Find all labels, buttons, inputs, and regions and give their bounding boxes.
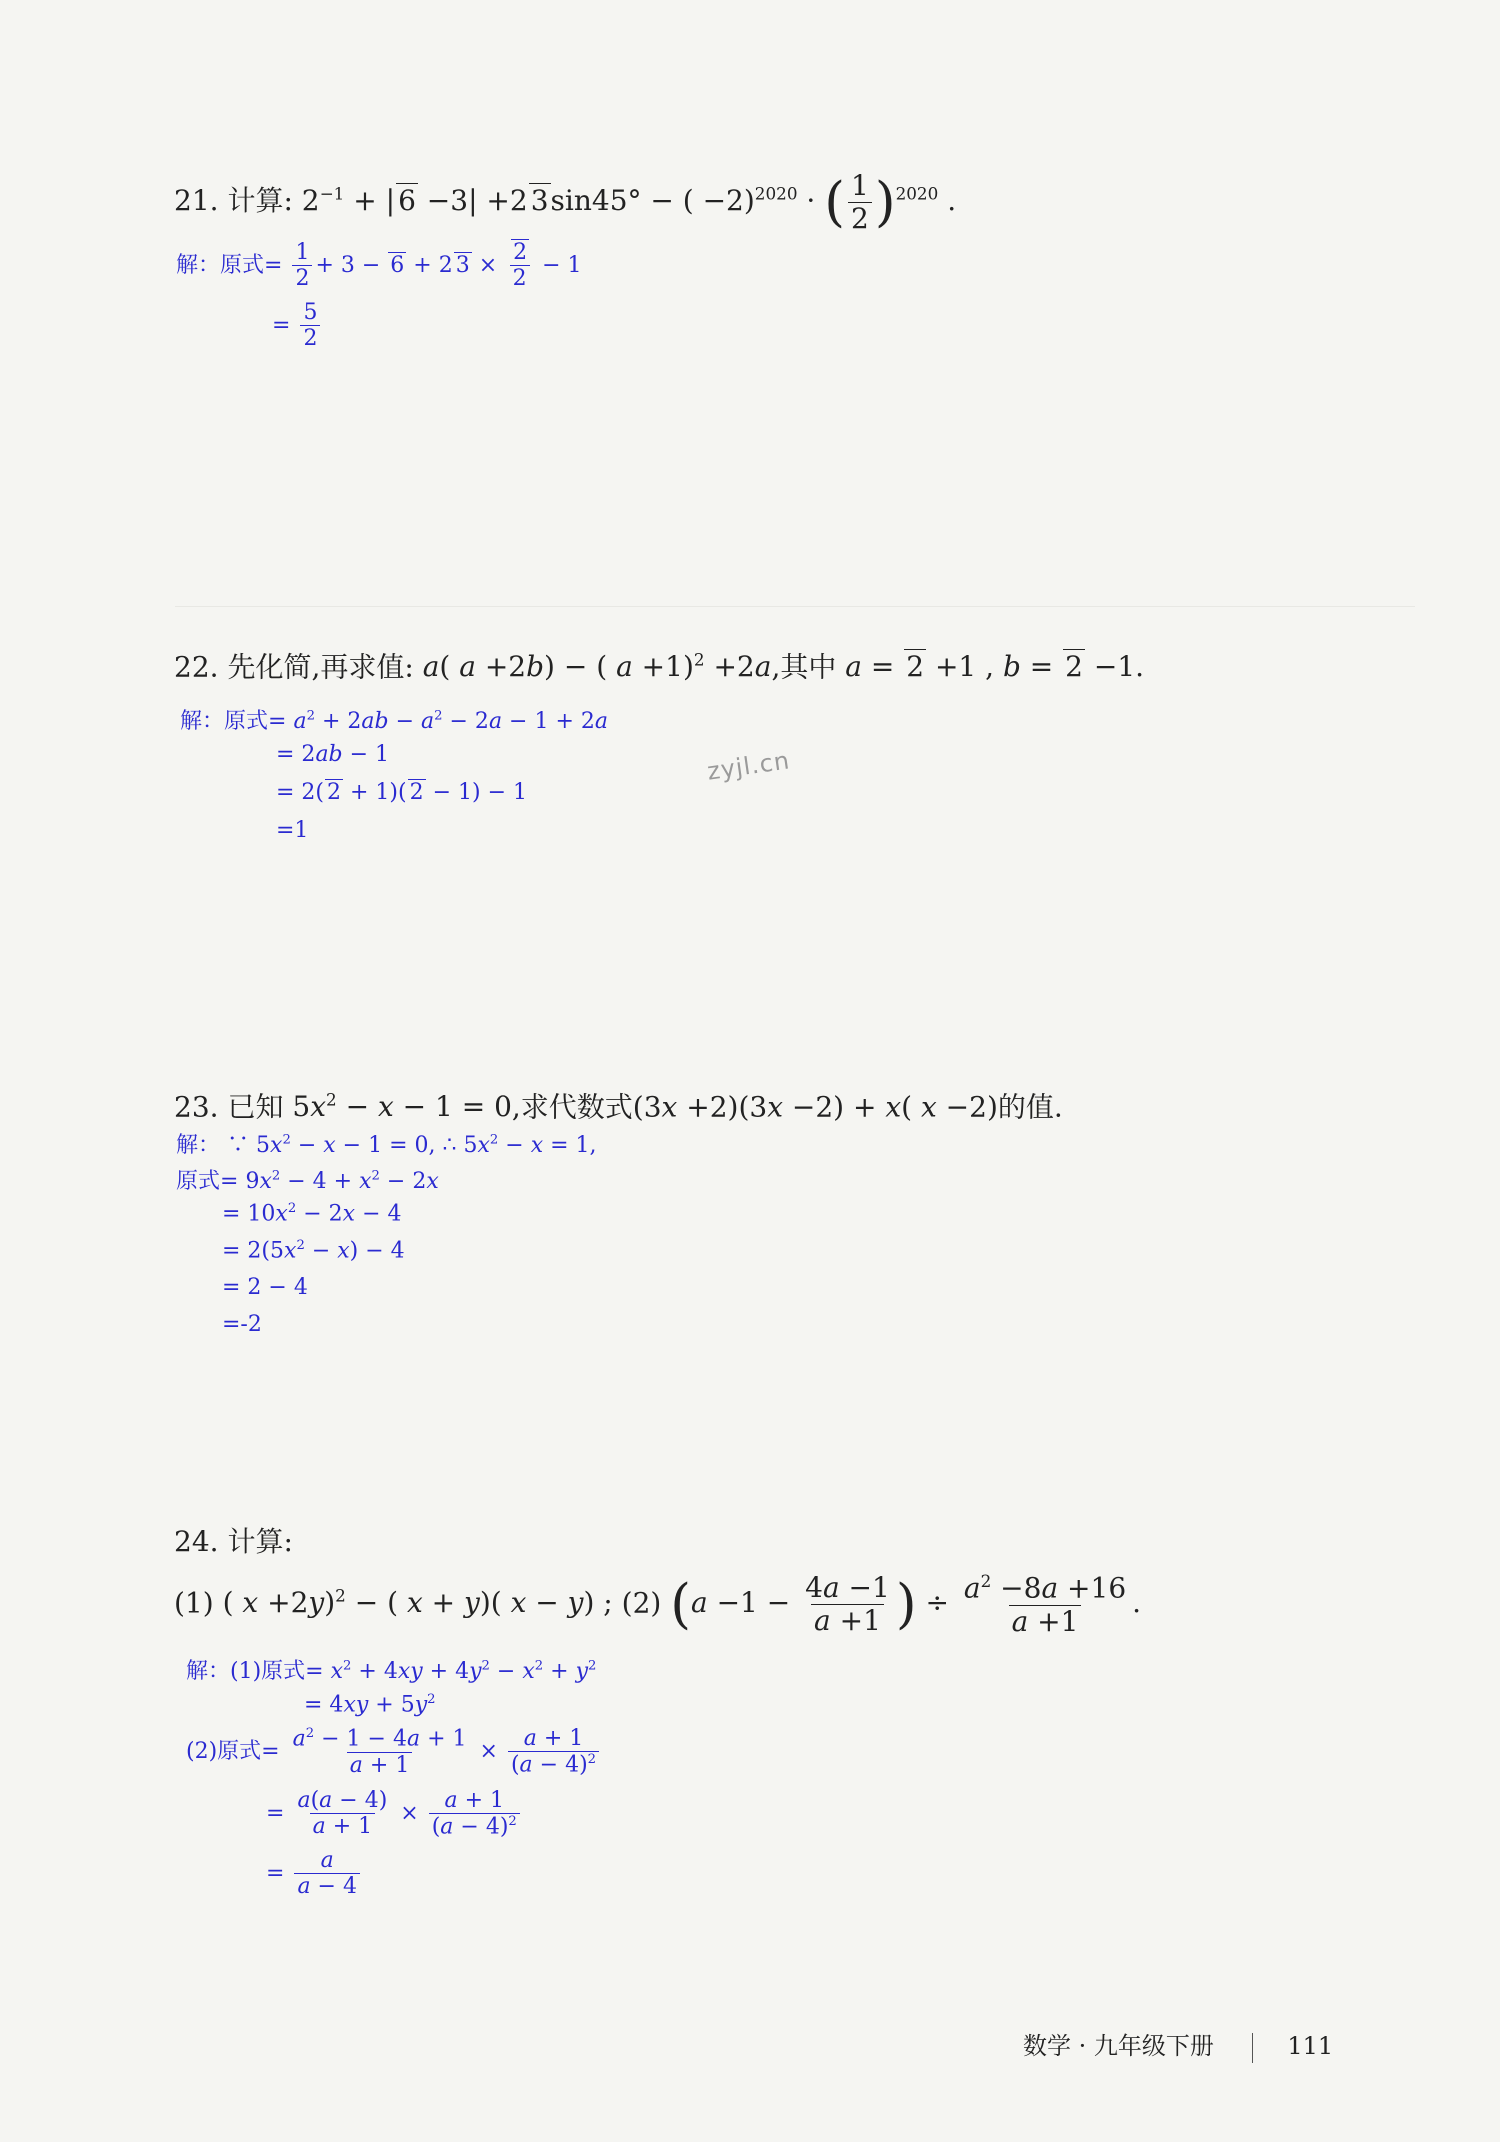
solution-step: $\frac{1}{2}$ + 3 − 6 + 2 3 × $\frac{2}{2}$ − 1 (289, 253, 581, 278)
footer-divider (1252, 2033, 1254, 2063)
problem-intro: 计算: (227, 1525, 293, 1558)
footer-subject: 数学 · 九年级下册 (1023, 2032, 1214, 2060)
solution-result: =1 (276, 818, 309, 843)
problem-number: 22. (174, 650, 219, 684)
problem-condition: a = 2 +1 , b = 2 −1. (845, 650, 1145, 684)
part-expression-2: (a −1 − $\frac{4a -1}{a +1}$ ) ÷ $\frac{a^2 -8a +16}{a +1}$ . (670, 1571, 1142, 1638)
solution-prefix: 解： (176, 1133, 221, 1158)
problem-22 (174, 640, 1144, 687)
faint-rule (175, 606, 1415, 607)
solution-step: = $10x^2 - 2x - 4$ (222, 1201, 402, 1227)
solution-orig: 原式= (176, 1169, 239, 1194)
solution-part2-prefix: (2)原式= (186, 1738, 280, 1764)
problem-24-parts (174, 1572, 1141, 1638)
part-expression-1: ( x +2y)$^2$ − ( x + y)( x − y) ; (222, 1586, 613, 1620)
problem-expression: (3x +2)(3x −2) + x( x −2) (632, 1090, 998, 1124)
problem-expression: $2^{-1}$ + | 6 −3| +2 3sin45° − ( −2)$^{2020}$ · ( $\frac{1}{2}$ )$^{2020}$ . (301, 169, 957, 236)
solution-step: = 2( 2 + 1)( 2 − 1) − 1 (276, 780, 528, 805)
problem-mid: ,求代数式 (511, 1090, 633, 1124)
part-label-2: (2) (621, 1586, 662, 1620)
solution-step: $a^2 + 2ab - a^2 - 2a - 1 + 2a$ (293, 708, 609, 734)
solution-step: = 2 − 4 (222, 1275, 308, 1300)
solution-step: ∵ $5x^2 - x - 1 = 0$, ∴ $5x^2 - x = 1$, (227, 1132, 597, 1158)
problem-number: 21. (174, 184, 219, 218)
solution-step: = 2ab − 1 (276, 742, 390, 767)
solution-prefix: 解：(1)原式= (186, 1659, 324, 1684)
solution-step: = $4xy + 5y^2$ (304, 1692, 436, 1718)
problem-intro: 先化简,再求值: (227, 650, 414, 684)
solution-prefix: 解：原式= (176, 252, 283, 278)
problem-number: 24. (174, 1525, 219, 1558)
problem-expression: a( a +2b) − ( a +1)$^2$ +2a (422, 650, 772, 684)
watermark: zyjl.cn (705, 746, 792, 786)
problem-mid: ,其中 (771, 650, 837, 684)
solution-step: $x^2 + 4xy + 4y^2 - x^2 + y^2$ (330, 1658, 597, 1684)
solution-result: = $\frac{a}{a - 4}$ (266, 1848, 363, 1900)
problem-23 (174, 1080, 1063, 1127)
problem-21 (174, 170, 956, 235)
solution-step: $\frac{a^2 - 1 - 4a + 1}{a + 1}$ × $\frac{a + 1}{(a - 4)^2}$ (287, 1739, 602, 1764)
solution-step: $9x^2 - 4 + x^2 - 2x$ (245, 1168, 439, 1194)
problem-intro: 计算: (227, 184, 293, 218)
solution-step: = $2(5x^2 - x) - 4$ (222, 1238, 405, 1264)
problem-24-title (174, 1522, 293, 1562)
solution-result: =-2 (222, 1312, 262, 1337)
problem-equation: $5x^2 - x - 1 = 0$ (292, 1090, 512, 1124)
problem-tail: 的值. (997, 1090, 1063, 1124)
solution-prefix: 解：原式= (180, 709, 287, 734)
problem-intro: 已知 (227, 1090, 284, 1124)
solution-step: = $\frac{a(a - 4)}{a + 1}$ × $\frac{a + 1}{(a - 4)^2}$ (266, 1788, 523, 1840)
equals-sign: = (272, 312, 291, 338)
page-footer (1023, 2026, 1333, 2063)
page-number: 111 (1287, 2032, 1334, 2060)
part-label-1: (1) (174, 1586, 214, 1620)
solution-result: $\frac{5}{2}$ (297, 313, 323, 338)
problem-number: 23. (174, 1090, 219, 1124)
